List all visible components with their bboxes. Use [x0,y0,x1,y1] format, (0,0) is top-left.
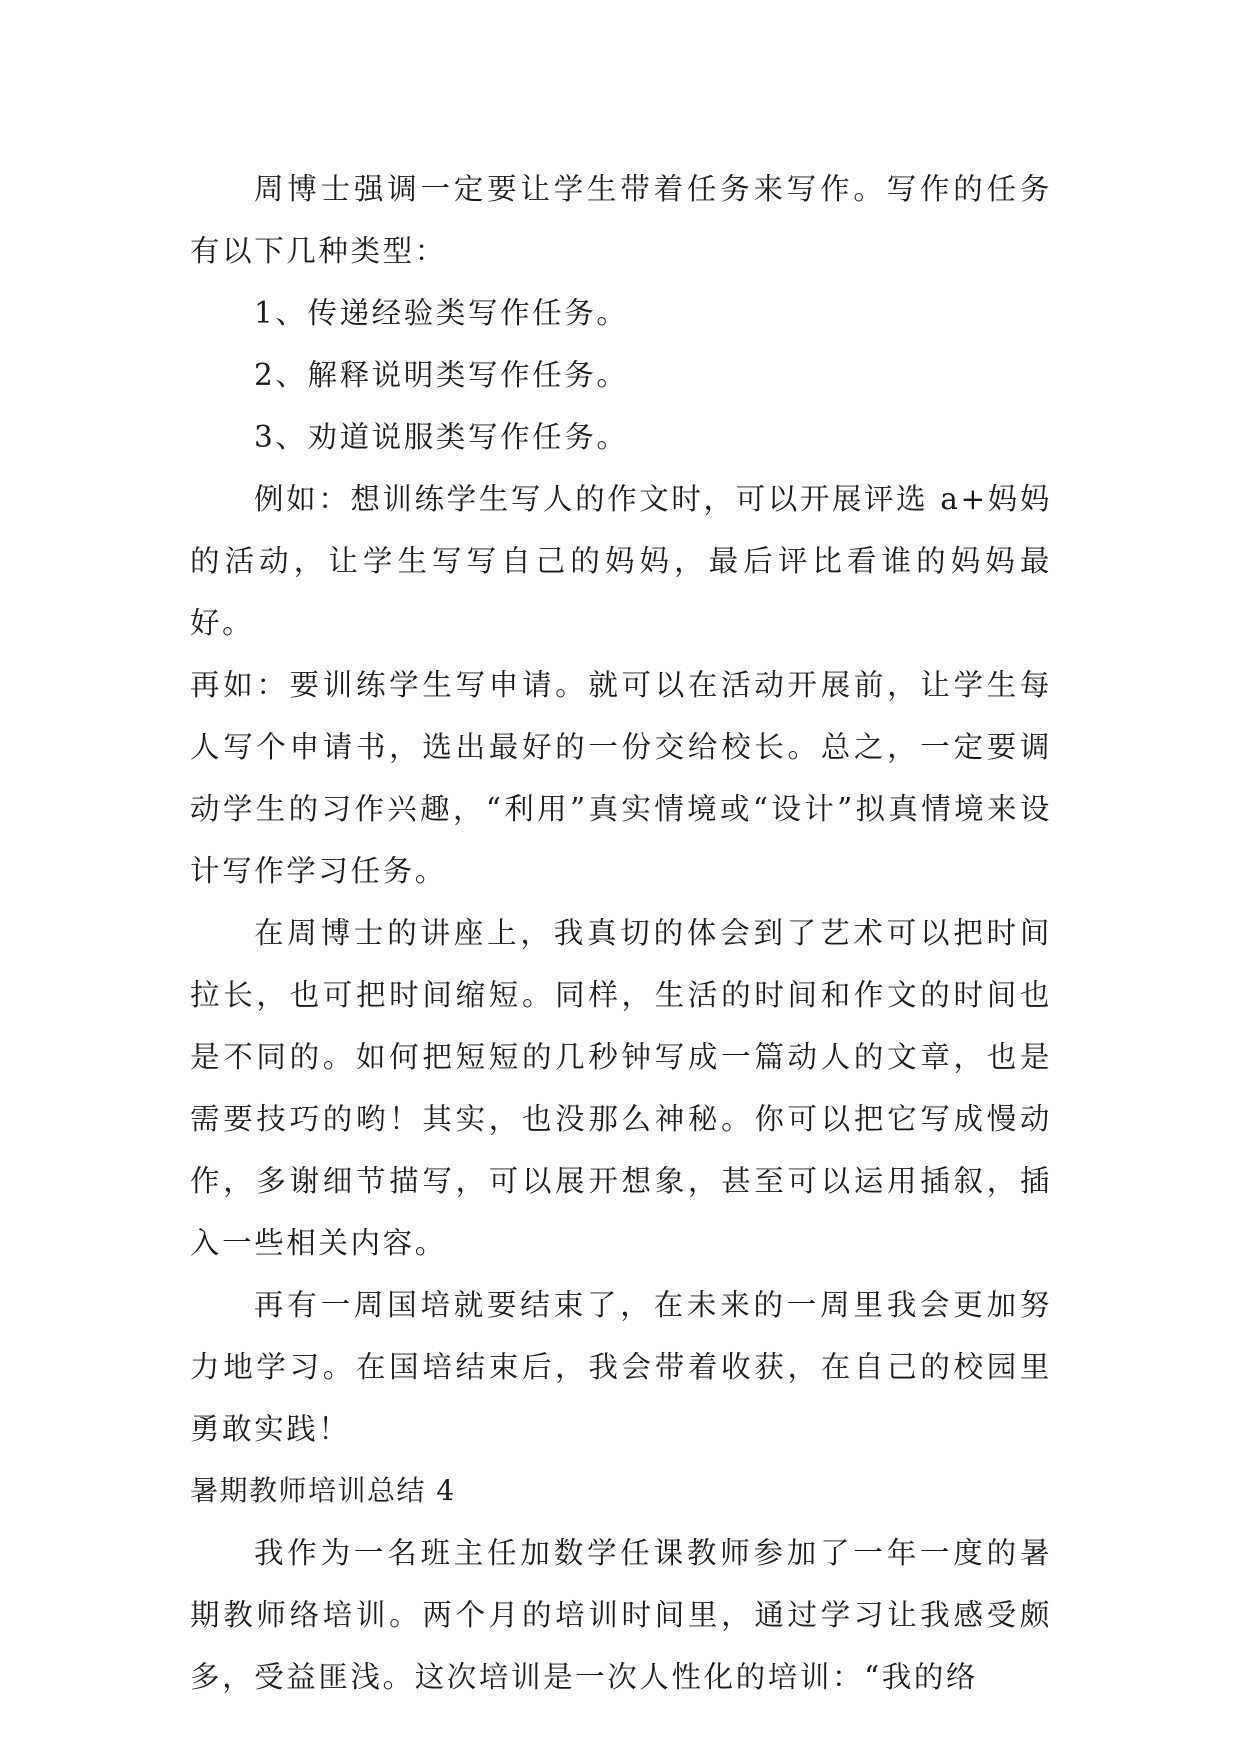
paragraph-lecture-reflection: 在周博士的讲座上，我真切的体会到了艺术可以把时间拉长，也可把时间缩短。同样，生活的时间和作文的时间也是不同的。如何把短短的几秒钟写成一篇动人的文章，也是需要技巧的哟！其实，也没那么神秘。你可以把它写成慢动作，多谢细节描写，可以展开想象，甚至可以运用插叙，插入一些相关内容。 [190,916,1052,1260]
section-heading: 暑期教师培训总结 4 [190,1474,456,1507]
paragraph-writing-tasks-intro: 周博士强调一定要让学生带着任务来写作。写作的任务有以下几种类型： [190,172,1052,268]
document-body [190,158,1052,1708]
list-item-task-2: 2、解释说明类写作任务。 [254,358,629,392]
list-item-task-3: 3、劝道说服类写作任务。 [254,420,629,454]
paragraph-closing: 再有一周国培就要结束了，在未来的一周里我会更加努力地学习。在国培结束后，我会带着收获，在自己的校园里勇敢实践！ [190,1288,1052,1446]
paragraph-summary-4-intro: 我作为一名班主任加数学任课教师参加了一年一度的暑期教师络培训。两个月的培训时间里，通过学习让我感受颇多，受益匪浅。这次培训是一次人性化的培训：“我的络 [190,1536,1052,1694]
paragraph-example-1: 例如：想训练学生写人的作文时，可以开展评选 a+妈妈的活动，让学生写写自己的妈妈，最后评比看谁的妈妈最好。 [190,482,1052,640]
paragraph-example-2: 再如：要训练学生写申请。就可以在活动开展前，让学生每人写个申请书，选出最好的一份交给校长。总之，一定要调动学生的习作兴趣，“利用”真实情境或“设计”拟真情境来设计写作学习任务。 [190,668,1052,888]
list-item-task-1: 1、传递经验类写作任务。 [254,296,629,330]
